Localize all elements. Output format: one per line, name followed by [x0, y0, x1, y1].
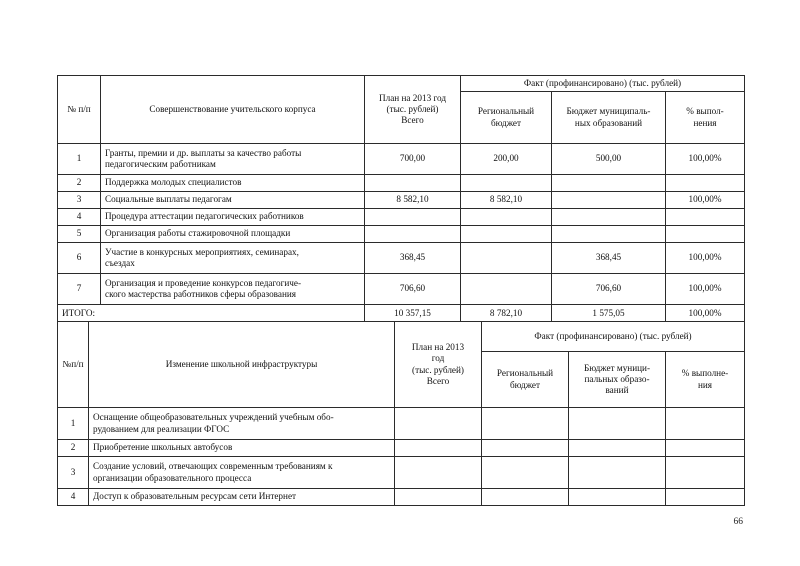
t2-header-municipal-line3: ваний	[605, 385, 629, 396]
t1-r0-plan: 700,00	[365, 144, 461, 175]
table-row	[58, 408, 745, 440]
t1-r3-regional	[461, 209, 552, 226]
t1-total-plan: 10 357,15	[365, 305, 461, 323]
t2-r1-municipal	[569, 440, 666, 457]
t2-header-municipal-line1: Бюджет муници-	[583, 362, 651, 373]
t1-total-municipal: 1 575,05	[552, 305, 666, 323]
t1-r3-plan	[365, 209, 461, 226]
t1-r0-no: 1	[58, 144, 101, 175]
table-row	[58, 243, 745, 274]
table-one-body	[58, 144, 745, 323]
t1-r4-no: 5	[58, 226, 101, 243]
t2-r0-subject-line1: Оснащение общеобразовательных учреждений учебным обо-	[93, 412, 334, 423]
t2-header-percent	[666, 352, 745, 408]
t1-r2-no: 3	[58, 192, 101, 209]
t2-r2-plan	[395, 457, 482, 489]
table-row	[58, 226, 745, 243]
t1-r1-plan	[365, 175, 461, 192]
t1-total-label: ИТОГО:	[58, 305, 365, 323]
t1-r3-subject: Процедура аттестации педагогических работников	[101, 209, 365, 226]
t1-r5-municipal: 368,45	[552, 243, 666, 274]
table-total-row	[58, 305, 745, 323]
t1-r0-regional: 200,00	[461, 144, 552, 175]
t1-r4-percent	[666, 226, 745, 243]
t1-r6-no: 7	[58, 274, 101, 305]
t2-header-percent-line1: % выполне-	[681, 368, 729, 379]
t1-r5-plan: 368,45	[365, 243, 461, 274]
t1-header-plan	[365, 76, 461, 144]
t1-r4-municipal	[552, 226, 666, 243]
t1-header-no: № п/п	[58, 76, 101, 144]
table-row	[58, 209, 745, 226]
table-row	[58, 192, 745, 209]
t1-r1-subject: Поддержка молодых специалистов	[101, 175, 365, 192]
t1-r6-regional	[461, 274, 552, 305]
t2-r3-percent	[666, 489, 745, 506]
t1-r3-percent	[666, 209, 745, 226]
t1-r4-subject: Организация работы стажировочной площадки	[101, 226, 365, 243]
t2-r3-subject: Доступ к образовательным ресурсам сети Интернет	[89, 489, 395, 506]
t2-r3-no: 4	[58, 489, 89, 506]
t2-r0-plan	[395, 408, 482, 440]
t2-header-plan-line2: год	[431, 353, 445, 364]
t1-r5-subject-line1: Участие в конкурсных мероприятиях, семинарах,	[105, 246, 299, 257]
table-teacher-corps	[57, 75, 745, 323]
table-row	[58, 144, 745, 175]
t2-r1-percent	[666, 440, 745, 457]
t2-header-municipal-line2: пальных образо-	[584, 373, 650, 384]
t1-r2-percent: 100,00%	[666, 192, 745, 209]
t2-r0-no: 1	[58, 408, 89, 440]
t1-header-municipal-line1: Бюджет муниципаль-	[566, 106, 651, 117]
table-school-infrastructure	[57, 321, 745, 506]
t1-header-regional-line2: бюджет	[490, 117, 522, 128]
t1-header-plan-line1: План на 2013 год	[378, 92, 447, 103]
t1-r6-subject	[101, 274, 365, 305]
t1-header-regional	[461, 92, 552, 144]
t1-r6-subject-line2: ского мастерства работников сферы образования	[105, 289, 297, 299]
t1-header-percent-line1: % выпол-	[686, 106, 724, 117]
t2-r0-regional	[482, 408, 569, 440]
t1-r2-municipal	[552, 192, 666, 209]
t1-header-plan-line2: (тыс. рублей)	[386, 103, 439, 114]
table-two-header-row-top	[58, 322, 745, 352]
page-number: 66	[733, 517, 743, 527]
t1-r5-regional	[461, 243, 552, 274]
table-row	[58, 489, 745, 506]
t1-r6-subject-line1: Организация и проведение конкурсов педагогиче-	[105, 277, 302, 288]
t2-r2-regional	[482, 457, 569, 489]
t2-header-fact-group: Факт (профинансировано) (тыс. рублей)	[482, 322, 745, 352]
t2-r2-subject-line2: организации образовательного процесса	[93, 472, 252, 483]
t1-header-percent-line2: нения	[693, 117, 717, 128]
t2-r0-subject	[89, 408, 395, 440]
t2-r2-subject	[89, 457, 395, 489]
t1-r3-no: 4	[58, 209, 101, 226]
t2-header-subject: Изменение школьной инфраструктуры	[89, 322, 395, 408]
t1-header-regional-line1: Региональный	[477, 106, 535, 117]
t1-r5-subject	[101, 243, 365, 274]
t2-r3-regional	[482, 489, 569, 506]
t1-r1-regional	[461, 175, 552, 192]
table-one-header-row-top	[58, 76, 745, 92]
t1-header-fact-group: Факт (профинансировано) (тыс. рублей)	[461, 76, 745, 92]
t2-header-plan-line4: Всего	[426, 375, 450, 386]
t2-r1-regional	[482, 440, 569, 457]
t2-header-regional-line2: бюджет	[509, 379, 541, 390]
t2-header-regional-line1: Региональный	[496, 368, 554, 379]
t1-header-subject: Совершенствование учительского корпуса	[101, 76, 365, 144]
t1-r4-regional	[461, 226, 552, 243]
t2-header-plan-line1: План на 2013	[411, 342, 465, 353]
t2-r3-plan	[395, 489, 482, 506]
t2-header-percent-line2: ния	[697, 379, 713, 390]
t2-r1-no: 2	[58, 440, 89, 457]
t1-r4-plan	[365, 226, 461, 243]
t2-r1-subject: Приобретение школьных автобусов	[89, 440, 395, 457]
t2-r0-subject-line2: рудованием для реализации ФГОС	[93, 423, 230, 434]
t1-header-plan-line3: Всего	[401, 115, 424, 126]
t1-r1-no: 2	[58, 175, 101, 192]
t2-r1-plan	[395, 440, 482, 457]
t1-r1-percent	[666, 175, 745, 192]
t1-r0-municipal: 500,00	[552, 144, 666, 175]
t1-r0-subject-line2: педагогическим работникам	[105, 159, 216, 169]
t2-header-regional	[482, 352, 569, 408]
t1-r5-subject-line2: съездах	[105, 258, 135, 268]
t2-r2-municipal	[569, 457, 666, 489]
t2-r0-municipal	[569, 408, 666, 440]
t2-r2-percent	[666, 457, 745, 489]
t1-header-municipal	[552, 92, 666, 144]
t1-r2-regional: 8 582,10	[461, 192, 552, 209]
t2-r2-subject-line1: Создание условий, отвечающих современным требованиям к	[93, 461, 333, 472]
t1-r6-plan: 706,60	[365, 274, 461, 305]
t1-r2-plan: 8 582,10	[365, 192, 461, 209]
t1-r0-subject	[101, 144, 365, 175]
table-row	[58, 440, 745, 457]
t2-header-no: №п/п	[58, 322, 89, 408]
t2-r0-percent	[666, 408, 745, 440]
t1-header-percent	[666, 92, 745, 144]
t1-r3-municipal	[552, 209, 666, 226]
t2-r3-municipal	[569, 489, 666, 506]
t2-r2-no: 3	[58, 457, 89, 489]
t1-r2-subject: Социальные выплаты педагогам	[101, 192, 365, 209]
t2-header-municipal	[569, 352, 666, 408]
t1-header-municipal-line2: ных образований	[574, 117, 643, 128]
t1-total-regional: 8 782,10	[461, 305, 552, 323]
t1-total-percent: 100,00%	[666, 305, 745, 323]
table-row	[58, 175, 745, 192]
table-row	[58, 457, 745, 489]
t1-r0-percent: 100,00%	[666, 144, 745, 175]
t1-r1-municipal	[552, 175, 666, 192]
t2-header-plan-line3: (тыс. рублей)	[412, 364, 464, 375]
table-two-body	[58, 408, 745, 506]
t2-header-plan	[395, 322, 482, 408]
t1-r6-municipal: 706,60	[552, 274, 666, 305]
table-row	[58, 274, 745, 305]
t1-r5-percent: 100,00%	[666, 243, 745, 274]
t1-r6-percent: 100,00%	[666, 274, 745, 305]
t1-r0-subject-line1: Гранты, премии и др. выплаты за качество работы	[105, 147, 302, 158]
t1-r5-no: 6	[58, 243, 101, 274]
